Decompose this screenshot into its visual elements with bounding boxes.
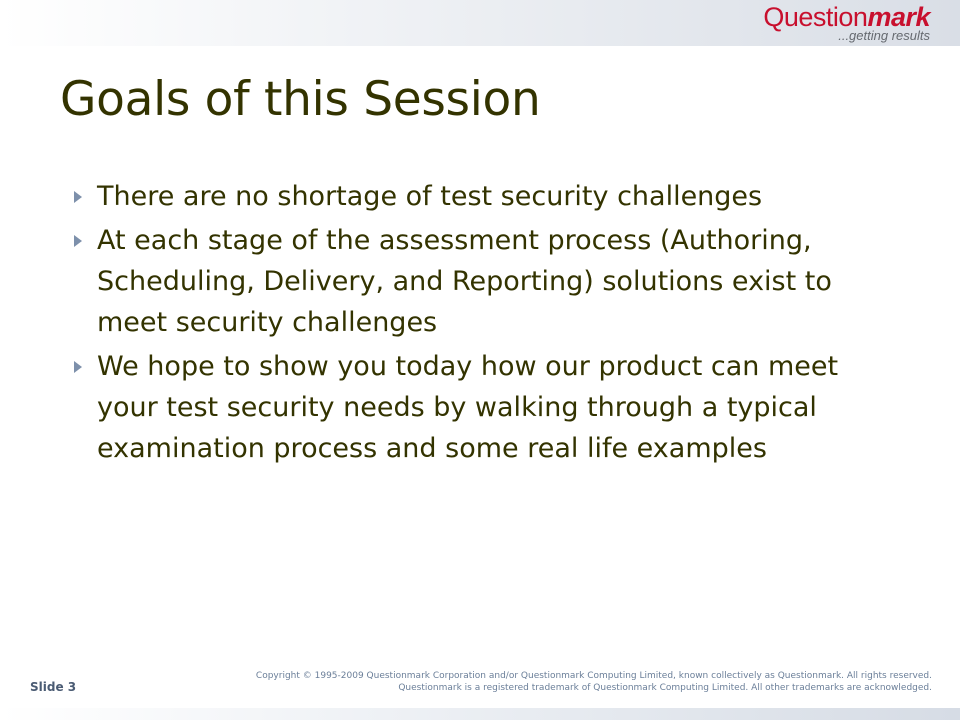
- slide-title: Goals of this Session: [60, 72, 541, 127]
- copyright-line: Copyright © 1995-2009 Questionmark Corporation and/or Questionmark Computing Limited, known collectively as Questionmark. All rights reserved.: [255, 671, 932, 681]
- bullet-text: We hope to show you today how our product can meet your test security needs by walking through a typical examination process and some real life examples: [97, 351, 839, 464]
- bullet-item: [70, 220, 890, 343]
- triangle-right-icon: [74, 361, 82, 373]
- copyright-notice: [256, 670, 932, 694]
- bullet-item: [70, 176, 890, 217]
- bullet-text: There are no shortage of test security challenges: [97, 181, 763, 212]
- trademark-line: Questionmark is a registered trademark of Questionmark Computing Limited. All other trademarks are acknowledged.: [398, 683, 932, 693]
- triangle-right-icon: [74, 191, 82, 203]
- logo-brand-prefix: Question: [763, 2, 868, 32]
- triangle-right-icon: [74, 235, 82, 247]
- questionmark-logo: [763, 4, 930, 42]
- logo-tagline: ...getting results: [838, 28, 930, 43]
- bullet-item: [70, 346, 890, 469]
- footer-band: [0, 708, 960, 720]
- logo-brand-suffix: mark: [867, 2, 930, 32]
- logo-wordmark: [763, 4, 930, 31]
- bullet-text: At each stage of the assessment process (Authoring, Scheduling, Delivery, and Reporting) solutions exist to meet security challenges: [97, 225, 832, 338]
- slide-number: Slide 3: [30, 680, 77, 694]
- bullet-list: [70, 176, 890, 472]
